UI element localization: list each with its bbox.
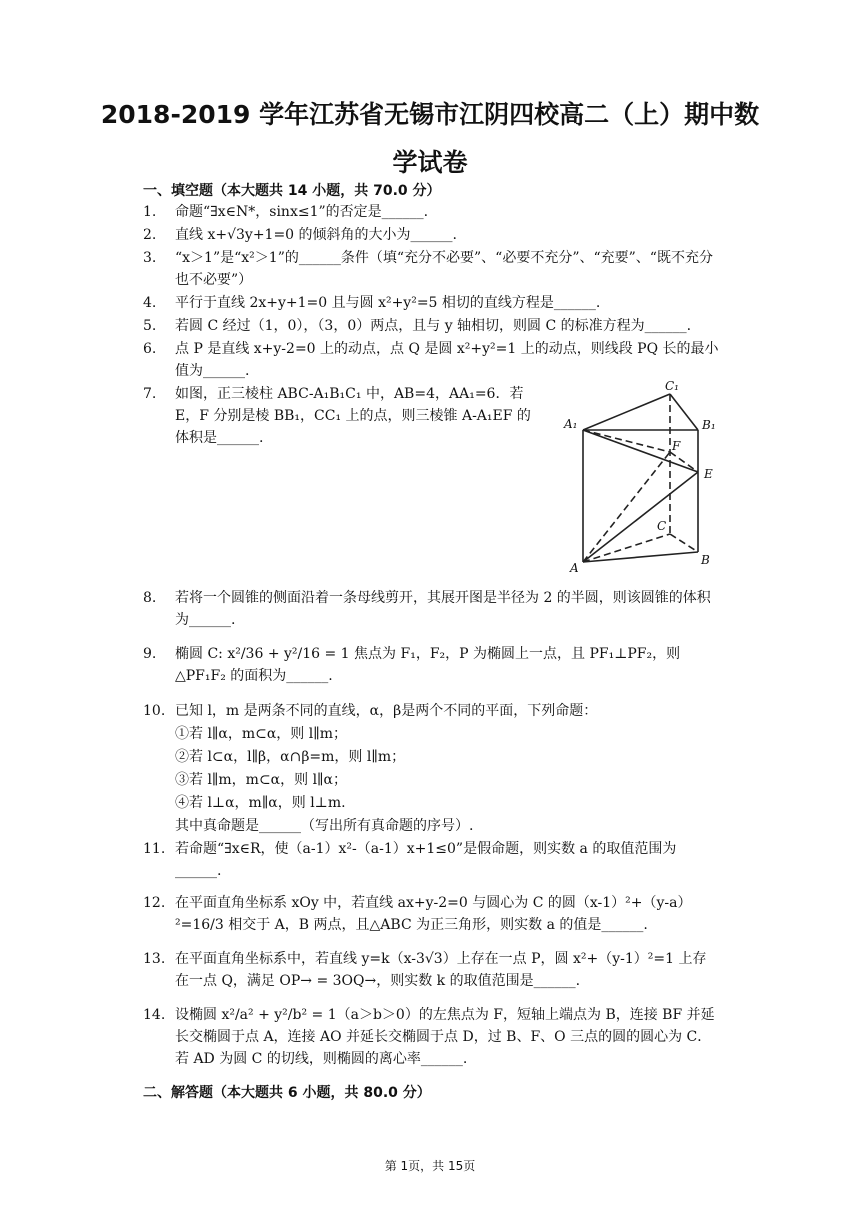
question-2: [143, 224, 719, 246]
question-3: [143, 247, 719, 291]
question-text: 平行于直线 2x+y+1=0 且与圆 x²+y²=5 相切的直线方程是______.: [175, 295, 601, 311]
label-c1: C₁: [665, 379, 679, 393]
section-2-heading: 二、解答题（本大题共 6 小题，共 80.0 分）: [143, 1085, 431, 1101]
question-number: 1.: [143, 204, 157, 220]
edge-f-e: [670, 452, 698, 472]
question-1: [143, 201, 719, 223]
question-number: 5.: [143, 318, 157, 334]
question-number: 2.: [143, 227, 157, 243]
q10-item-1: ①若 l∥α，m⊂α，则 l∥m；: [175, 726, 347, 742]
question-text: 在平面直角坐标系中，若直线 y=k（x-3√3）上存在一点 P，圆 x²+（y-1）²=1 上存在一点 Q，满足 OP→ = 3OQ→，则实数 k 的取值范围是______.: [175, 951, 707, 989]
question-text: 椭圆 C: x²/36 + y²/16 = 1 焦点为 F₁，F₂，P 为椭圆上一点，且 PF₁⊥PF₂，则△PF₁F₂ 的面积为______.: [175, 646, 681, 684]
label-f: F: [672, 439, 681, 453]
question-number: 9.: [143, 646, 157, 662]
question-number: 14.: [143, 1007, 166, 1023]
section-1-heading: 一、填空题（本大题共 14 小题，共 70.0 分）: [143, 183, 441, 199]
question-text: 直线 x+√3y+1=0 的倾斜角的大小为______.: [175, 227, 457, 243]
label-b: B: [701, 553, 710, 567]
question-number: 11.: [143, 841, 166, 857]
edge-a1-f: [583, 430, 670, 452]
label-c: C: [657, 519, 667, 533]
edge-c-b: [670, 534, 698, 552]
document-title-line-2: 学试卷: [392, 148, 468, 177]
question-text: 已知 l，m 是两条不同的直线，α，β是两个不同的平面，下列命题：: [175, 703, 598, 719]
question-5: [143, 315, 719, 337]
page-footer: 第 1页，共 15页: [384, 1159, 476, 1173]
edge-a-e: [583, 472, 698, 562]
label-a1: A₁: [564, 417, 578, 431]
question-text: 若将一个圆锥的侧面沿着一条母线剪开，其展开图是半径为 2 的半圆，则该圆锥的体积为______.: [175, 590, 711, 628]
question-9: [143, 643, 719, 687]
question-text: “x＞1”是“x²＞1”的______条件（填“充分不必要”、“必要不充分”、“充要”、“既不充分也不必要”）: [175, 250, 713, 288]
question-text: 若命题“∃x∈R，使（a-1）x²-（a-1）x+1≤0”是假命题，则实数 a 的取值范围为______.: [175, 841, 677, 879]
q10-item-2: ②若 l⊂α，l∥β，α∩β=m，则 l∥m；: [175, 749, 406, 765]
question-number: 4.: [143, 295, 157, 311]
question-number: 13.: [143, 951, 166, 967]
q10-conclusion: 其中真命题是______（写出所有真命题的序号）.: [175, 818, 474, 834]
question-10: [143, 700, 719, 722]
label-a: A: [570, 561, 579, 574]
question-number: 10.: [143, 703, 166, 719]
question-7: [143, 383, 543, 449]
question-number: 3.: [143, 250, 157, 266]
document-title-line-1: 2018-2019 学年江苏省无锡市江阴四校高二（上）期中数: [100, 100, 760, 129]
edge-a-f: [583, 452, 670, 562]
question-4: [143, 292, 719, 314]
question-text: 若圆 C 经过（1，0），（3，0）两点，且与 y 轴相切，则圆 C 的标准方程为______.: [175, 318, 692, 334]
question-13: [143, 948, 719, 992]
edge-a1-c1: [583, 394, 670, 430]
triangular-prism-figure: [562, 372, 732, 574]
question-12: [143, 892, 719, 936]
question-text: 命题“∃x∈N*，sinx≤1”的否定是______.: [175, 204, 429, 220]
label-b1: B₁: [702, 418, 716, 432]
question-number: 7.: [143, 386, 157, 402]
question-number: 12.: [143, 895, 166, 911]
edge-a1-e: [583, 430, 698, 472]
question-number: 8.: [143, 590, 157, 606]
question-11: [143, 838, 719, 882]
question-text: 点 P 是直线 x+y-2=0 上的动点，点 Q 是圆 x²+y²=1 上的动点，则线段 PQ 长的最小值为______.: [175, 341, 719, 379]
q10-item-4: ④若 l⊥α，m∥α，则 l⊥m.: [175, 795, 346, 811]
label-e: E: [704, 467, 713, 481]
question-text: 如图，正三棱柱 ABC-A₁B₁C₁ 中，AB=4，AA₁=6．若 E，F 分别是棱 BB₁，CC₁ 上的点，则三棱锥 A-A₁EF 的体积是______.: [175, 386, 531, 446]
question-14: [143, 1004, 719, 1070]
edge-c1-b1: [670, 394, 698, 430]
question-text: 在平面直角坐标系 xOy 中，若直线 ax+y-2=0 与圆心为 C 的圆（x-1）²+（y-a）²=16/3 相交于 A，B 两点，且△ABC 为正三角形，则实数 a 的值是______.: [175, 895, 692, 933]
question-8: [143, 587, 719, 631]
q10-item-3: ③若 l∥m，m⊂α，则 l∥α；: [175, 772, 347, 788]
question-text: 设椭圆 x²/a² + y²/b² = 1（a＞b＞0）的左焦点为 F，短轴上端点为 B，连接 BF 并延长交椭圆于点 A，连接 AO 并延长交椭圆于点 D，过 B、F、O 三点的圆的圆心为 C．若 AD 为圆 C 的切线，则椭圆的离心率______.: [175, 1007, 715, 1067]
question-number: 6.: [143, 341, 157, 357]
